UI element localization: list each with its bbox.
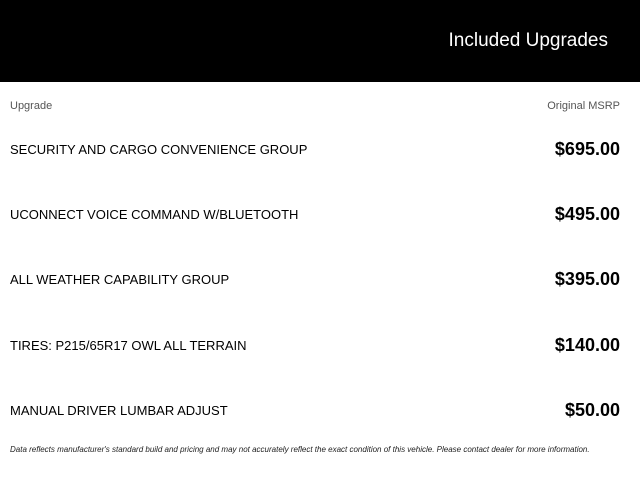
list-item xyxy=(10,399,620,423)
upgrade-price: $395.00 xyxy=(554,269,620,289)
list-item xyxy=(10,268,620,292)
disclaimer-text: Data reflects manufacturer's standard build and pricing and may not accurately reflect the exact condition of this vehicle. Please contact dealer for more information. xyxy=(10,445,590,454)
page-title: Included Upgrades xyxy=(448,30,608,51)
upgrade-name: TIRES: P215/65R17 OWL ALL TERRAIN xyxy=(10,338,247,353)
column-header-upgrade: Upgrade xyxy=(10,100,53,112)
upgrade-price: $50.00 xyxy=(564,400,620,420)
list-item xyxy=(10,203,620,227)
list-item xyxy=(10,138,620,162)
column-header-msrp: Original MSRP xyxy=(547,100,620,112)
list-item xyxy=(10,334,620,358)
upgrade-price: $495.00 xyxy=(554,204,620,224)
upgrade-price: $140.00 xyxy=(554,335,620,355)
upgrade-price: $695.00 xyxy=(554,139,620,159)
upgrade-name: SECURITY AND CARGO CONVENIENCE GROUP xyxy=(10,142,308,157)
upgrade-name: UCONNECT VOICE COMMAND W/BLUETOOTH xyxy=(10,207,299,222)
upgrades-list xyxy=(10,0,620,440)
upgrade-name: MANUAL DRIVER LUMBAR ADJUST xyxy=(10,403,228,418)
upgrade-name: ALL WEATHER CAPABILITY GROUP xyxy=(10,272,230,287)
